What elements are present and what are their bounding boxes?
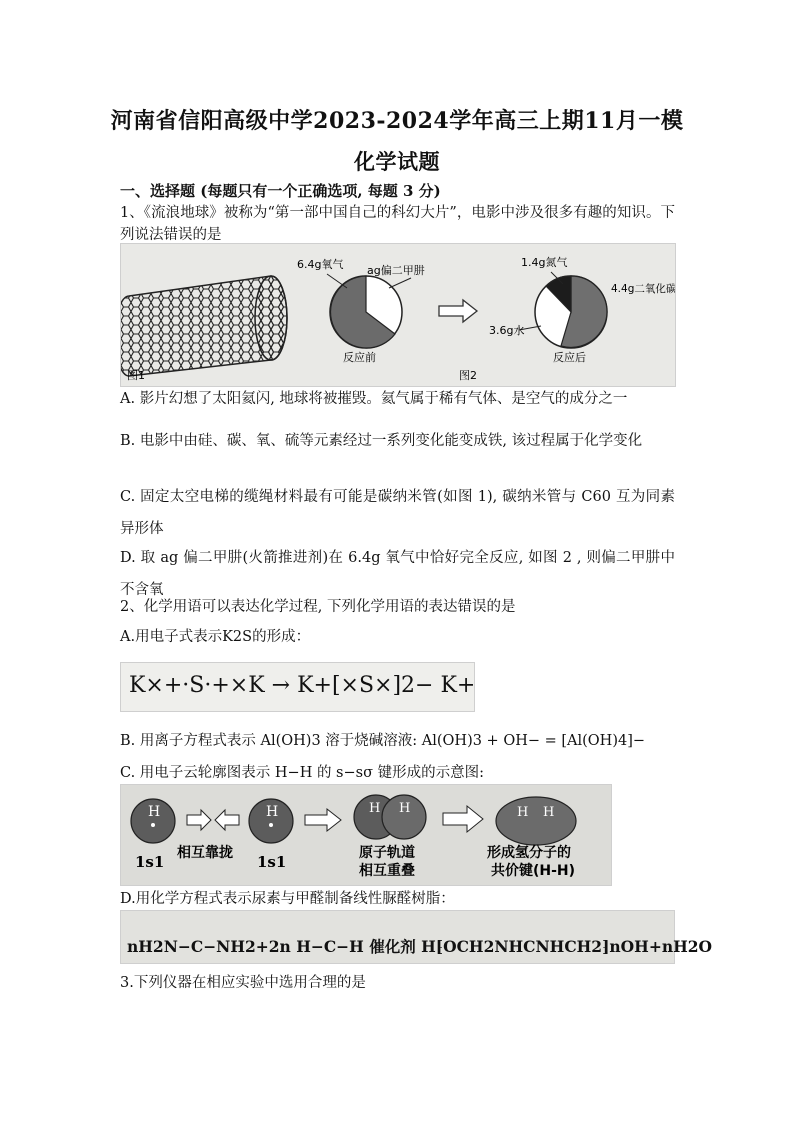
orbital-1s1-left: 1s1 — [135, 853, 165, 871]
question-1-option-a: A. 影片幻想了太阳氦闪, 地球将被摧毁。氦气属于稀有气体、是空气的成分之一 — [120, 391, 628, 407]
caption-after: 反应后 — [553, 351, 586, 364]
h-label-left: H — [148, 804, 161, 820]
question-2-option-b: B. 用离子方程式表示 Al(OH)3 溶于烧碱溶液: Al(OH)3 + OH− = [Al(OH)4]− — [120, 733, 646, 749]
pie-before — [327, 274, 411, 348]
urea-formaldehyde-equation-box — [120, 910, 713, 964]
caption-before: 反应前 — [343, 351, 376, 364]
h-label-right: H — [266, 804, 279, 820]
h2-bond-formation-diagram — [121, 785, 611, 885]
urea-formaldehyde-equation: nH2N−C−NH2+2n H−C−H 催化剂 H⁅OCH2NHCNHCH2⁆nOH+nH2O — [127, 937, 713, 956]
electron-cloud-figure — [120, 784, 612, 886]
label-oxygen-mass: 6.4g氧气 — [297, 258, 344, 271]
question-1-figure — [120, 243, 676, 387]
question-1-option-d: D. 取 ag 偏二甲肼(火箭推进剂)在 6.4g 氧气中恰好完全反应, 如图 2 , 则偏二甲肼中不含氧 — [120, 550, 675, 598]
question-2-stem: 2、化学用语可以表达化学过程, 下列化学用语的表达错误的是 — [120, 599, 516, 615]
approach-label: 相互靠拢 — [177, 845, 233, 861]
k2s-electron-formula: K×+·S·+×K → K+[×S×]2− K+ — [129, 673, 476, 698]
overlap-label-1: 原子轨道 — [359, 845, 415, 861]
h-label-molecule-2: H — [543, 805, 555, 820]
h2-molecule — [496, 797, 576, 845]
question-2-option-d: D.用化学方程式表示尿素与甲醛制备线性脲醛树脂： — [120, 891, 455, 907]
arrow-2-icon — [443, 806, 483, 832]
h-label-overlap-1: H — [369, 801, 381, 816]
question-2-option-a: A.用电子式表示K2S的形成： — [120, 629, 311, 645]
figure-1-label: 图1 — [127, 369, 145, 382]
form-label-1: 形成氢分子的 — [487, 845, 571, 861]
overlap-atoms — [354, 795, 426, 839]
label-udmh-mass: ag偏二甲肼 — [367, 264, 425, 277]
carbon-nanotube-and-pie-diagram — [121, 244, 675, 386]
arrow-1-icon — [305, 809, 341, 831]
label-nitrogen-mass: 1.4g氮气 — [521, 256, 568, 269]
h-label-molecule-1: H — [517, 805, 529, 820]
section-heading: 一、选择题 (每题只有一个正确选项, 每题 3 分) — [120, 182, 441, 200]
overlap-label-2: 相互重叠 — [359, 863, 415, 879]
form-label-2: 共价键(H-H) — [491, 863, 576, 879]
label-co2-mass: 4.4g二氧化碳 — [611, 283, 675, 295]
question-2-option-c: C. 用电子云轮廓图表示 H−H 的 s−sσ 键形成的示意图: — [120, 765, 484, 781]
page-subtitle: 化学试题 — [354, 149, 440, 174]
label-water-mass: 3.6g水 — [489, 324, 525, 337]
approach-arrows-icon — [187, 810, 239, 830]
figure-2-label: 图2 — [459, 369, 477, 382]
question-1-option-b: B. 电影中由硅、碳、氧、硫等元素经过一系列变化能变成铁, 该过程属于化学变化 — [120, 433, 643, 449]
electron-formula-box — [120, 662, 475, 712]
question-1-stem: 1、《流浪地球》被称为“第一部中国自己的科幻大片”，电影中涉及很多有趣的知识。下列说法错误的是 — [120, 205, 675, 243]
page-title: 河南省信阳高级中学2023-2024学年高三上期11月一模 — [110, 108, 684, 134]
h-label-overlap-2: H — [399, 801, 411, 816]
carbon-nanotube-image — [121, 276, 287, 376]
pie-after — [519, 272, 607, 348]
question-1-option-c: C. 固定太空电梯的缆绳材料最有可能是碳纳米管(如图 1), 碳纳米管与 C60 互为同素异形体 — [120, 489, 675, 537]
orbital-1s1-right: 1s1 — [257, 853, 287, 871]
reaction-arrow-icon — [439, 300, 477, 322]
question-3-stem: 3.下列仪器在相应实验中选用合理的是 — [120, 975, 366, 991]
